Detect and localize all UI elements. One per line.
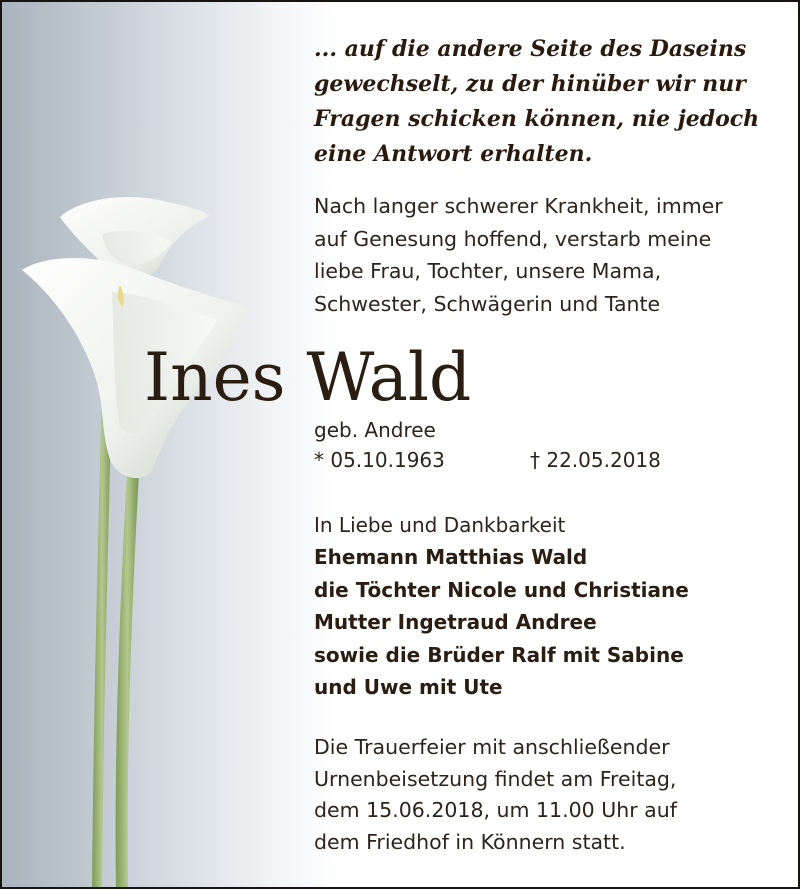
deceased-name: Ines Wald <box>144 339 472 416</box>
mourner-line: Mutter Ingetraud Andree <box>314 610 597 634</box>
announcement-line: Schwester, Schwägerin und Tante <box>314 291 661 316</box>
announcement-line: Nach langer schwerer Krankheit, immer <box>314 194 723 218</box>
quote-line: Fragen schicken können, nie jedoch <box>314 106 760 132</box>
lily-stem <box>116 472 139 889</box>
mourner-line: Ehemann Matthias Wald <box>314 545 588 569</box>
calla-lily-illustration <box>2 2 302 889</box>
funeral-line: dem 15.06.2018, um 11.00 Uhr auf <box>314 798 677 822</box>
birth-date: * 05.10.1963 <box>314 448 445 472</box>
mourner-line: und Uwe mit Ute <box>314 675 503 699</box>
mourners-list <box>314 541 794 704</box>
announcement-line: liebe Frau, Tochter, unsere Mama, <box>314 259 662 283</box>
mourner-line: die Töchter Nicole und Christiane <box>314 577 689 602</box>
life-dates <box>314 445 784 475</box>
funeral-details <box>314 732 784 858</box>
funeral-line: Urnenbeisetzung findet am Freitag, <box>314 766 677 791</box>
quote-line: eine Antwort erhalten. <box>314 141 593 167</box>
quote-line: ... auf die andere Seite des Daseins <box>314 36 747 62</box>
mourner-line: sowie die Brüder Ralf mit Sabine <box>314 642 684 667</box>
quote-line: gewechselt, zu der hinüber wir nur <box>314 71 746 97</box>
death-date: † 22.05.2018 <box>530 448 661 472</box>
funeral-line: dem Friedhof in Könnern statt. <box>314 829 626 854</box>
announcement-text <box>314 190 784 320</box>
memorial-quote <box>314 32 784 172</box>
funeral-line: Die Trauerfeier mit anschließender <box>314 735 670 759</box>
maiden-name: geb. Andree <box>314 418 436 442</box>
announcement-line: auf Genesung hoffend, verstarb meine <box>314 226 712 251</box>
mourners-intro: In Liebe und Dankbarkeit <box>314 513 566 537</box>
